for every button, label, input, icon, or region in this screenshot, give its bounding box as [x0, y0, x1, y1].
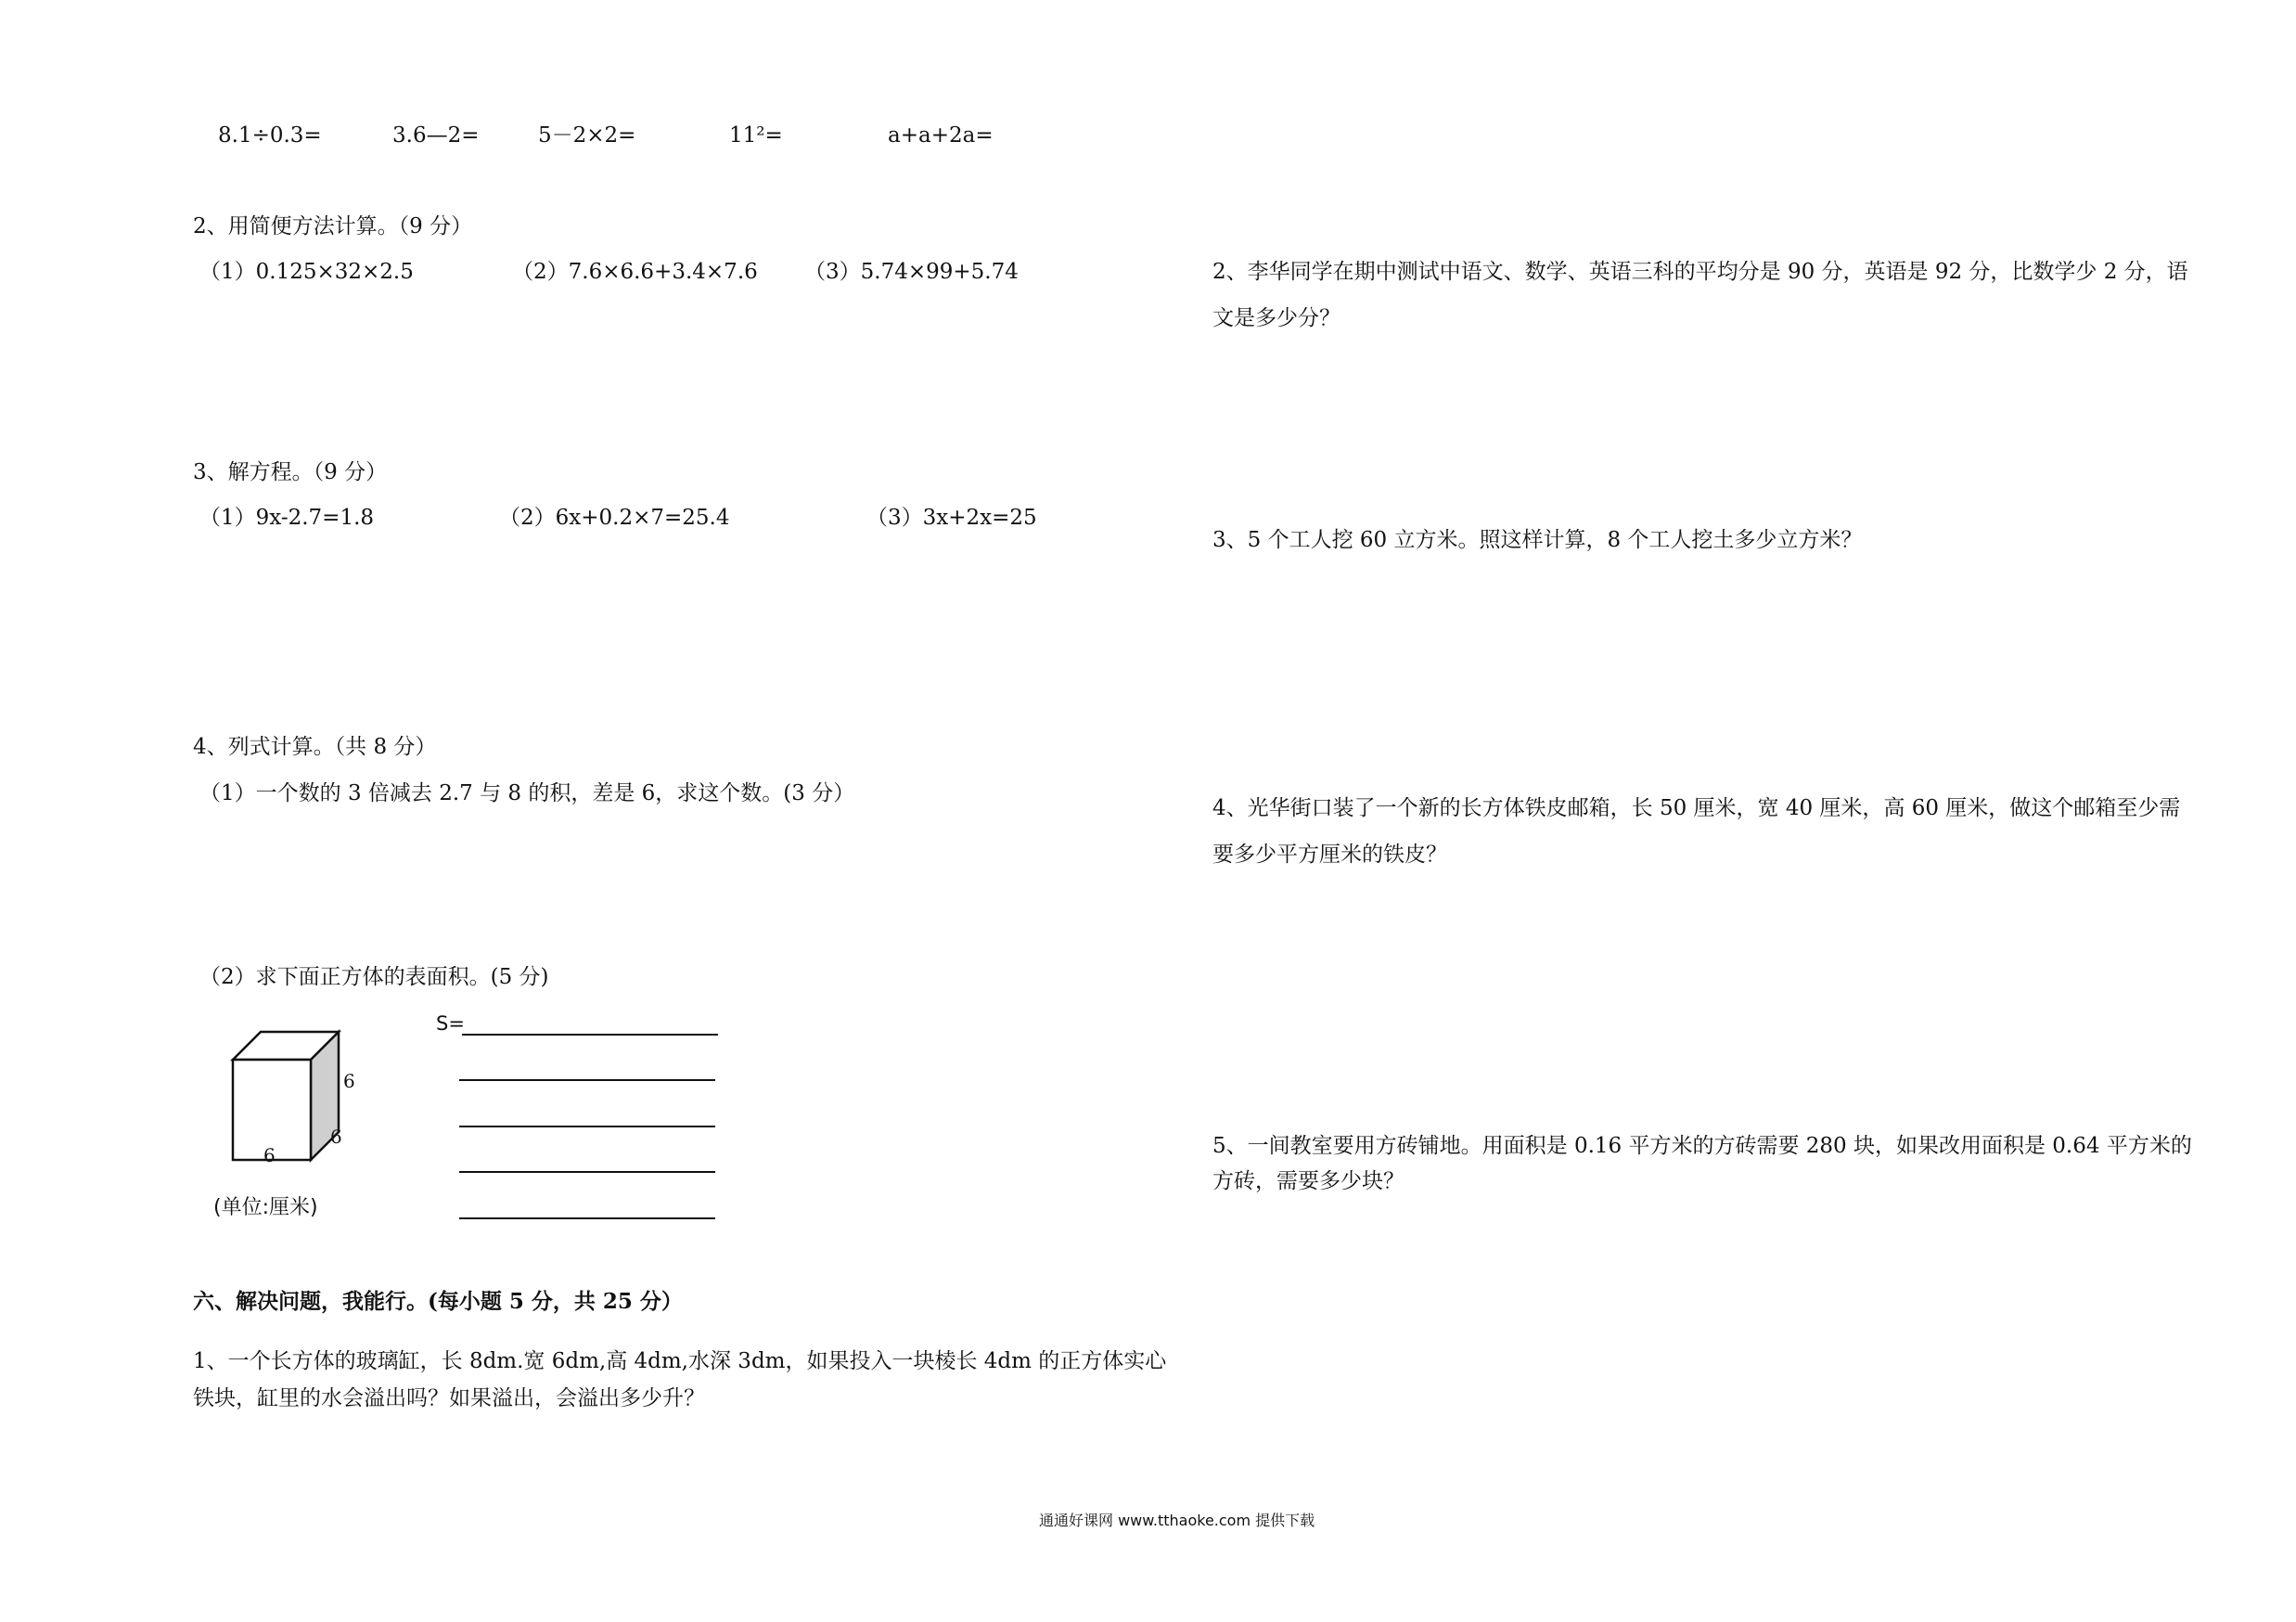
- surface-area-label: S=: [436, 1012, 465, 1035]
- answer-line-4: [459, 1171, 715, 1173]
- problem-5: 5、一间教室要用方砖铺地。用面积是 0.16 平方米的方砖需要 280 块，如果改用面积是 0.64 平方米的方砖，需要多少块？: [1212, 1134, 2192, 1193]
- problem-1: 1、一个长方体的玻璃缸，长 8dm.宽 6dm,高 4dm,水深 3dm，如果投入一块棱长 4dm 的正方体实心铁块，缸里的水会溢出吗？如果溢出，会溢出多少升？: [193, 1349, 1167, 1410]
- calc-item-4: 11²=: [729, 123, 783, 148]
- calc-item-2: 3.6—2=: [392, 123, 480, 148]
- answer-line-2: [459, 1079, 715, 1081]
- calc-item-5: a+a+2a=: [888, 123, 994, 148]
- cube-label-right: 6: [343, 1070, 355, 1092]
- q4-title: 4、列式计算。（共 8 分）: [193, 735, 437, 759]
- answer-line-1: [462, 1034, 718, 1036]
- calc-item-3: 5－2×2=: [538, 123, 636, 148]
- calc-item-1: 8.1÷0.3=: [218, 123, 322, 148]
- section6-title: 六、解决问题，我能行。(每小题 5 分，共 25 分）: [193, 1289, 683, 1314]
- footer-source: 通通好课网 www.tthaoke.com 提供下载: [1039, 1512, 1315, 1529]
- problem-2: 2、李华同学在期中测试中语文、数学、英语三科的平均分是 90 分，英语是 92 分，比数学少 2 分，语文是多少分？: [1212, 260, 2188, 330]
- q3-item-1: （1）9x-2.7=1.8: [199, 506, 375, 530]
- cube-unit-label: (单位:厘米): [213, 1196, 318, 1219]
- q3-title: 3、解方程。（9 分）: [193, 460, 388, 484]
- cube-label-bottom: 6: [263, 1144, 276, 1166]
- q2-item-2: （2）7.6×6.6+3.4×7.6: [512, 260, 758, 284]
- problem-4: 4、光华街口装了一个新的长方体铁皮邮箱，长 50 厘米，宽 40 厘米，高 60 厘米，做这个邮箱至少需要多少平方厘米的铁皮？: [1212, 796, 2181, 867]
- q2-item-3: （3）5.74×99+5.74: [804, 260, 1019, 284]
- q4-sub1: （1）一个数的 3 倍减去 2.7 与 8 的积，差是 6，求这个数。(3 分）: [199, 781, 855, 805]
- q3-item-2: （2）6x+0.2×7=25.4: [499, 506, 730, 530]
- q4-sub2: （2）求下面正方体的表面积。(5 分): [199, 965, 549, 989]
- answer-line-3: [459, 1126, 715, 1127]
- cube-label-depth: 6: [330, 1126, 342, 1148]
- q2-item-1: （1）0.125×32×2.5: [199, 260, 414, 284]
- q2-title: 2、用简便方法计算。（9 分）: [193, 214, 473, 238]
- problem-3: 3、5 个工人挖 60 立方米。照这样计算，8 个工人挖土多少立方米？: [1212, 528, 1863, 552]
- answer-line-5: [459, 1217, 715, 1219]
- q3-item-3: （3）3x+2x=25: [866, 506, 1037, 530]
